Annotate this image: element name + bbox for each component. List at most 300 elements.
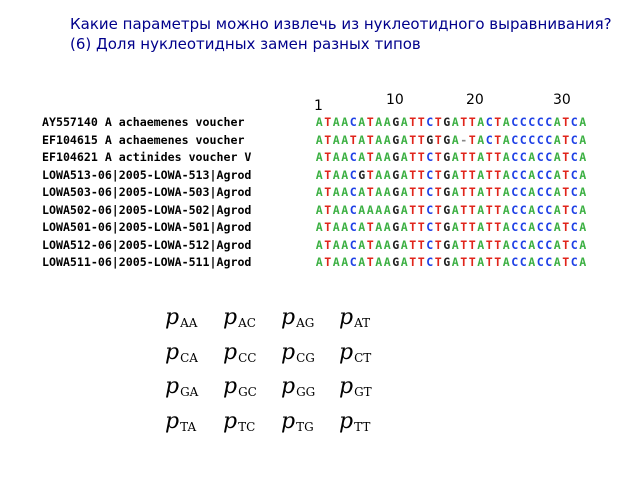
nucleotide: A xyxy=(358,202,366,217)
nucleotide: G xyxy=(392,237,400,252)
nucleotide: A xyxy=(579,255,587,269)
nucleotide: T xyxy=(494,220,502,234)
nucleotide: C xyxy=(519,115,527,129)
nucleotide: A xyxy=(332,132,340,147)
nucleotide: A xyxy=(341,202,349,217)
nucleotide: C xyxy=(426,202,434,217)
sequence-name: LOWA503-06|2005-LOWA-503|Agrod xyxy=(42,185,252,199)
nucleotide: A xyxy=(400,115,408,129)
nucleotide: A xyxy=(332,202,340,217)
nucleotide: T xyxy=(366,132,374,147)
nucleotide: T xyxy=(468,132,476,147)
nucleotide: T xyxy=(417,255,425,269)
nucleotide: T xyxy=(409,150,417,164)
alignment-row xyxy=(42,237,587,255)
sequence-string xyxy=(315,114,587,132)
nucleotide: T xyxy=(366,237,374,252)
nucleotide: C xyxy=(426,150,434,164)
nucleotide: C xyxy=(426,255,434,269)
nucleotide: T xyxy=(494,237,502,252)
nucleotide: T xyxy=(562,115,570,129)
nucleotide: A xyxy=(451,167,459,182)
nucleotide: A xyxy=(579,202,587,217)
nucleotide: T xyxy=(366,167,374,182)
title-subtitle: (6) Доля нуклеотидных замен разных типов xyxy=(70,35,421,53)
sequence-string xyxy=(315,254,587,272)
nucleotide: T xyxy=(409,237,417,252)
parameter-p-ta xyxy=(165,409,223,444)
nucleotide: A xyxy=(332,167,340,182)
nucleotide: C xyxy=(570,132,578,147)
nucleotide: A xyxy=(477,185,485,199)
alignment-row xyxy=(42,149,587,167)
nucleotide: G xyxy=(443,220,451,234)
nucleotide: C xyxy=(511,167,519,182)
alignment-row xyxy=(42,184,587,202)
parameter-subscript: GG xyxy=(296,385,316,399)
nucleotide: C xyxy=(519,220,527,234)
nucleotide: A xyxy=(451,115,459,129)
nucleotide: G xyxy=(392,255,400,269)
nucleotide: A xyxy=(341,150,349,164)
nucleotide: T xyxy=(409,255,417,269)
nucleotide: T xyxy=(468,237,476,252)
nucleotide: A xyxy=(383,150,391,164)
nucleotide: T xyxy=(562,150,570,164)
nucleotide: T xyxy=(468,185,476,199)
nucleotide: C xyxy=(426,167,434,182)
nucleotide: C xyxy=(536,150,544,164)
nucleotide: T xyxy=(324,132,332,147)
nucleotide: G xyxy=(443,132,451,147)
nucleotide: G xyxy=(443,167,451,182)
nucleotide: T xyxy=(409,167,417,182)
nucleotide: T xyxy=(434,220,442,234)
nucleotide: A xyxy=(383,220,391,234)
nucleotide: C xyxy=(536,115,544,129)
nucleotide: A xyxy=(332,255,340,269)
nucleotide: T xyxy=(562,237,570,252)
nucleotide: A xyxy=(477,255,485,269)
nucleotide: A xyxy=(451,220,459,234)
nucleotide: T xyxy=(409,185,417,199)
parameter-subscript: TC xyxy=(238,419,256,434)
nucleotide: T xyxy=(468,255,476,269)
nucleotide: T xyxy=(417,220,425,234)
title-question: Какие параметры можно извлечь из нуклеотидного выравнивания? xyxy=(70,15,612,33)
nucleotide: A xyxy=(400,202,408,217)
nucleotide: A xyxy=(341,255,349,269)
nucleotide: C xyxy=(511,237,519,252)
nucleotide: A xyxy=(502,167,510,182)
alignment-row xyxy=(42,132,587,150)
nucleotide: A xyxy=(315,132,323,147)
nucleotide: G xyxy=(392,167,400,182)
parameter-subscript: AG xyxy=(296,316,315,330)
parameter-subscript: CA xyxy=(180,350,198,365)
parameter-symbol: p xyxy=(165,374,180,399)
nucleotide: A xyxy=(528,220,536,234)
nucleotide: A xyxy=(553,115,561,129)
nucleotide: T xyxy=(485,255,493,269)
nucleotide: A xyxy=(528,202,536,217)
nucleotide: A xyxy=(579,237,587,252)
ruler-label-1: 1 xyxy=(314,98,323,114)
nucleotide: A xyxy=(502,202,510,217)
sequence-alignment xyxy=(42,114,587,272)
nucleotide: C xyxy=(519,185,527,199)
nucleotide: T xyxy=(366,115,374,129)
nucleotide: C xyxy=(545,150,553,164)
nucleotide: A xyxy=(383,132,391,147)
nucleotide: T xyxy=(460,255,468,269)
nucleotide: T xyxy=(468,202,476,217)
nucleotide: C xyxy=(545,185,553,199)
nucleotide: A xyxy=(358,237,366,252)
nucleotide: T xyxy=(494,150,502,164)
nucleotide: C xyxy=(511,115,519,129)
parameter-p-ct xyxy=(339,340,397,375)
nucleotide: T xyxy=(468,220,476,234)
nucleotide: A xyxy=(400,185,408,199)
parameter-subscript: GA xyxy=(180,385,199,399)
nucleotide: C xyxy=(349,167,357,182)
nucleotide: A xyxy=(315,237,323,252)
parameter-p-ag xyxy=(281,305,339,340)
parameter-subscript: AA xyxy=(180,316,198,330)
nucleotide: A xyxy=(553,255,561,269)
sequence-string xyxy=(315,202,587,220)
nucleotide: G xyxy=(443,150,451,164)
nucleotide: T xyxy=(434,150,442,164)
nucleotide: A xyxy=(375,167,383,182)
nucleotide: T xyxy=(485,150,493,164)
ruler-label-10: 10 xyxy=(386,92,404,108)
nucleotide: A xyxy=(579,115,587,129)
nucleotide: A xyxy=(477,220,485,234)
parameter-symbol: p xyxy=(281,408,296,434)
nucleotide: T xyxy=(366,255,374,269)
nucleotide: T xyxy=(349,132,357,147)
nucleotide: A xyxy=(341,237,349,252)
nucleotide: A xyxy=(400,132,408,147)
parameter-p-aa xyxy=(165,305,223,340)
nucleotide: T xyxy=(434,167,442,182)
nucleotide: A xyxy=(375,115,383,129)
parameter-symbol: p xyxy=(339,339,354,365)
nucleotide: A xyxy=(451,132,459,147)
nucleotide: C xyxy=(570,237,578,252)
nucleotide: T xyxy=(468,167,476,182)
nucleotide: C xyxy=(545,202,553,217)
parameter-p-at xyxy=(339,305,397,340)
nucleotide: C xyxy=(536,255,544,269)
nucleotide: A xyxy=(579,185,587,199)
nucleotide: C xyxy=(349,150,357,164)
parameter-symbol: p xyxy=(281,339,296,365)
parameter-symbol: p xyxy=(165,305,180,330)
nucleotide: G xyxy=(392,132,400,147)
nucleotide: A xyxy=(477,115,485,129)
nucleotide: C xyxy=(426,237,434,252)
nucleotide: A xyxy=(451,185,459,199)
alignment-row xyxy=(42,167,587,185)
parameter-symbol: p xyxy=(223,339,238,365)
nucleotide: A xyxy=(332,220,340,234)
nucleotide: A xyxy=(332,237,340,252)
sequence-name: EF104615 A achaemenes voucher xyxy=(42,132,245,147)
parameter-symbol: p xyxy=(165,408,180,434)
nucleotide: A xyxy=(383,255,391,269)
parameter-symbol: p xyxy=(223,305,238,330)
sequence-name: LOWA501-06|2005-LOWA-501|Agrod xyxy=(42,220,252,234)
nucleotide: G xyxy=(358,167,366,182)
nucleotide: A xyxy=(332,115,340,129)
nucleotide: A xyxy=(315,202,323,217)
nucleotide: C xyxy=(426,185,434,199)
nucleotide: A xyxy=(358,220,366,234)
nucleotide: A xyxy=(383,185,391,199)
nucleotide: T xyxy=(417,202,425,217)
nucleotide: T xyxy=(494,132,502,147)
nucleotide: A xyxy=(383,202,391,217)
parameter-symbol: p xyxy=(281,374,296,399)
nucleotide: A xyxy=(400,255,408,269)
nucleotide: C xyxy=(511,255,519,269)
nucleotide: A xyxy=(315,115,323,129)
nucleotide: A xyxy=(553,150,561,164)
nucleotide: C xyxy=(570,167,578,182)
nucleotide: A xyxy=(315,220,323,234)
nucleotide: C xyxy=(536,185,544,199)
nucleotide: A xyxy=(477,132,485,147)
parameter-symbol: p xyxy=(223,374,238,399)
parameter-symbol: p xyxy=(165,339,180,365)
slide-title xyxy=(70,14,612,54)
nucleotide: T xyxy=(324,202,332,217)
parameter-subscript: GT xyxy=(354,385,372,399)
nucleotide: C xyxy=(519,150,527,164)
sequence-name: LOWA513-06|2005-LOWA-513|Agrod xyxy=(42,167,252,182)
nucleotide: C xyxy=(519,255,527,269)
nucleotide: C xyxy=(349,202,357,217)
nucleotide: C xyxy=(545,237,553,252)
nucleotide: T xyxy=(409,202,417,217)
nucleotide: C xyxy=(545,132,553,147)
nucleotide: A xyxy=(528,237,536,252)
nucleotide: A xyxy=(502,185,510,199)
alignment-row xyxy=(42,202,587,220)
nucleotide: T xyxy=(460,220,468,234)
nucleotide: A xyxy=(332,150,340,164)
nucleotide: A xyxy=(341,167,349,182)
nucleotide: A xyxy=(553,132,561,147)
nucleotide: A xyxy=(477,167,485,182)
nucleotide: A xyxy=(315,185,323,199)
nucleotide: C xyxy=(545,115,553,129)
nucleotide: T xyxy=(494,202,502,217)
nucleotide: A xyxy=(451,237,459,252)
parameter-subscript: AT xyxy=(354,316,371,330)
nucleotide: A xyxy=(477,202,485,217)
nucleotide: T xyxy=(434,185,442,199)
nucleotide: C xyxy=(511,185,519,199)
parameter-symbol: p xyxy=(223,408,238,434)
nucleotide: T xyxy=(468,115,476,129)
parameter-symbol: p xyxy=(339,374,354,399)
nucleotide: T xyxy=(366,150,374,164)
nucleotide: G xyxy=(443,237,451,252)
nucleotide: A xyxy=(553,237,561,252)
nucleotide: T xyxy=(434,202,442,217)
nucleotide: T xyxy=(562,255,570,269)
nucleotide: A xyxy=(553,185,561,199)
parameter-subscript: AC xyxy=(238,316,256,330)
nucleotide: C xyxy=(570,150,578,164)
nucleotide: C xyxy=(536,202,544,217)
nucleotide: T xyxy=(324,255,332,269)
nucleotide: C xyxy=(511,220,519,234)
nucleotide: C xyxy=(485,132,493,147)
nucleotide: C xyxy=(536,132,544,147)
nucleotide: T xyxy=(460,237,468,252)
nucleotide: A xyxy=(375,220,383,234)
nucleotide: A xyxy=(375,150,383,164)
nucleotide: A xyxy=(332,185,340,199)
nucleotide: T xyxy=(409,220,417,234)
nucleotide: T xyxy=(494,255,502,269)
nucleotide: A xyxy=(375,185,383,199)
nucleotide: T xyxy=(434,237,442,252)
nucleotide: T xyxy=(434,115,442,129)
sequence-name: LOWA511-06|2005-LOWA-511|Agrod xyxy=(42,255,252,269)
nucleotide: G xyxy=(443,202,451,217)
nucleotide: T xyxy=(324,237,332,252)
nucleotide: A xyxy=(400,167,408,182)
nucleotide: A xyxy=(358,185,366,199)
nucleotide: T xyxy=(485,202,493,217)
nucleotide: C xyxy=(349,220,357,234)
nucleotide: T xyxy=(485,185,493,199)
nucleotide: T xyxy=(460,150,468,164)
nucleotide: T xyxy=(324,220,332,234)
parameter-p-ac xyxy=(223,305,281,340)
nucleotide: A xyxy=(400,220,408,234)
sequence-name: AY557140 A achaemenes voucher xyxy=(42,115,245,129)
nucleotide: T xyxy=(324,185,332,199)
parameter-p-cg xyxy=(281,340,339,375)
nucleotide: T xyxy=(485,220,493,234)
nucleotide: A xyxy=(477,150,485,164)
nucleotide: T xyxy=(562,167,570,182)
nucleotide: T xyxy=(468,150,476,164)
nucleotide: G xyxy=(392,220,400,234)
sequence-name: LOWA512-06|2005-LOWA-512|Agrod xyxy=(42,237,252,252)
nucleotide: - xyxy=(460,132,468,147)
nucleotide: T xyxy=(494,185,502,199)
nucleotide: T xyxy=(434,132,442,147)
nucleotide: G xyxy=(426,132,434,147)
nucleotide: T xyxy=(562,185,570,199)
nucleotide: A xyxy=(315,255,323,269)
nucleotide: A xyxy=(553,202,561,217)
nucleotide: A xyxy=(451,150,459,164)
nucleotide: G xyxy=(392,185,400,199)
nucleotide: C xyxy=(570,185,578,199)
nucleotide: G xyxy=(443,255,451,269)
nucleotide: T xyxy=(417,132,425,147)
parameter-p-ca xyxy=(165,340,223,375)
nucleotide: C xyxy=(536,167,544,182)
nucleotide: C xyxy=(511,202,519,217)
parameter-p-ga xyxy=(165,374,223,409)
nucleotide: C xyxy=(536,220,544,234)
sequence-string xyxy=(315,237,587,255)
parameter-p-tc xyxy=(223,409,281,444)
nucleotide: T xyxy=(434,255,442,269)
nucleotide: C xyxy=(519,237,527,252)
nucleotide: A xyxy=(375,132,383,147)
nucleotide: T xyxy=(324,115,332,129)
nucleotide: A xyxy=(358,115,366,129)
nucleotide: A xyxy=(502,220,510,234)
nucleotide: A xyxy=(579,132,587,147)
nucleotide: T xyxy=(417,115,425,129)
parameter-p-cc xyxy=(223,340,281,375)
nucleotide: C xyxy=(349,237,357,252)
nucleotide: T xyxy=(562,202,570,217)
nucleotide: G xyxy=(443,115,451,129)
nucleotide: C xyxy=(349,185,357,199)
nucleotide: A xyxy=(383,237,391,252)
nucleotide: A xyxy=(383,167,391,182)
parameter-subscript: CT xyxy=(354,350,372,365)
parameter-subscript: TG xyxy=(296,419,314,434)
nucleotide: A xyxy=(477,237,485,252)
nucleotide: C xyxy=(426,115,434,129)
parameter-subscript: TT xyxy=(354,419,371,434)
nucleotide: T xyxy=(417,185,425,199)
parameter-p-gc xyxy=(223,374,281,409)
ruler-label-20: 20 xyxy=(466,92,484,108)
nucleotide: C xyxy=(545,255,553,269)
nucleotide: A xyxy=(579,220,587,234)
sequence-string xyxy=(315,219,587,237)
parameter-symbol: p xyxy=(339,408,354,434)
sequence-string xyxy=(315,132,587,150)
nucleotide: T xyxy=(460,167,468,182)
nucleotide: A xyxy=(341,185,349,199)
nucleotide: C xyxy=(511,150,519,164)
nucleotide: G xyxy=(443,185,451,199)
nucleotide: A xyxy=(375,202,383,217)
nucleotide: C xyxy=(570,255,578,269)
nucleotide: A xyxy=(528,185,536,199)
nucleotide: T xyxy=(562,132,570,147)
parameter-subscript: GC xyxy=(238,385,257,399)
nucleotide: T xyxy=(324,167,332,182)
nucleotide: A xyxy=(383,115,391,129)
nucleotide: C xyxy=(349,115,357,129)
alignment-row xyxy=(42,219,587,237)
alignment-row xyxy=(42,254,587,272)
nucleotide: A xyxy=(400,237,408,252)
nucleotide: T xyxy=(409,115,417,129)
nucleotide: A xyxy=(553,220,561,234)
nucleotide: A xyxy=(502,115,510,129)
nucleotide: T xyxy=(485,167,493,182)
nucleotide: C xyxy=(426,220,434,234)
